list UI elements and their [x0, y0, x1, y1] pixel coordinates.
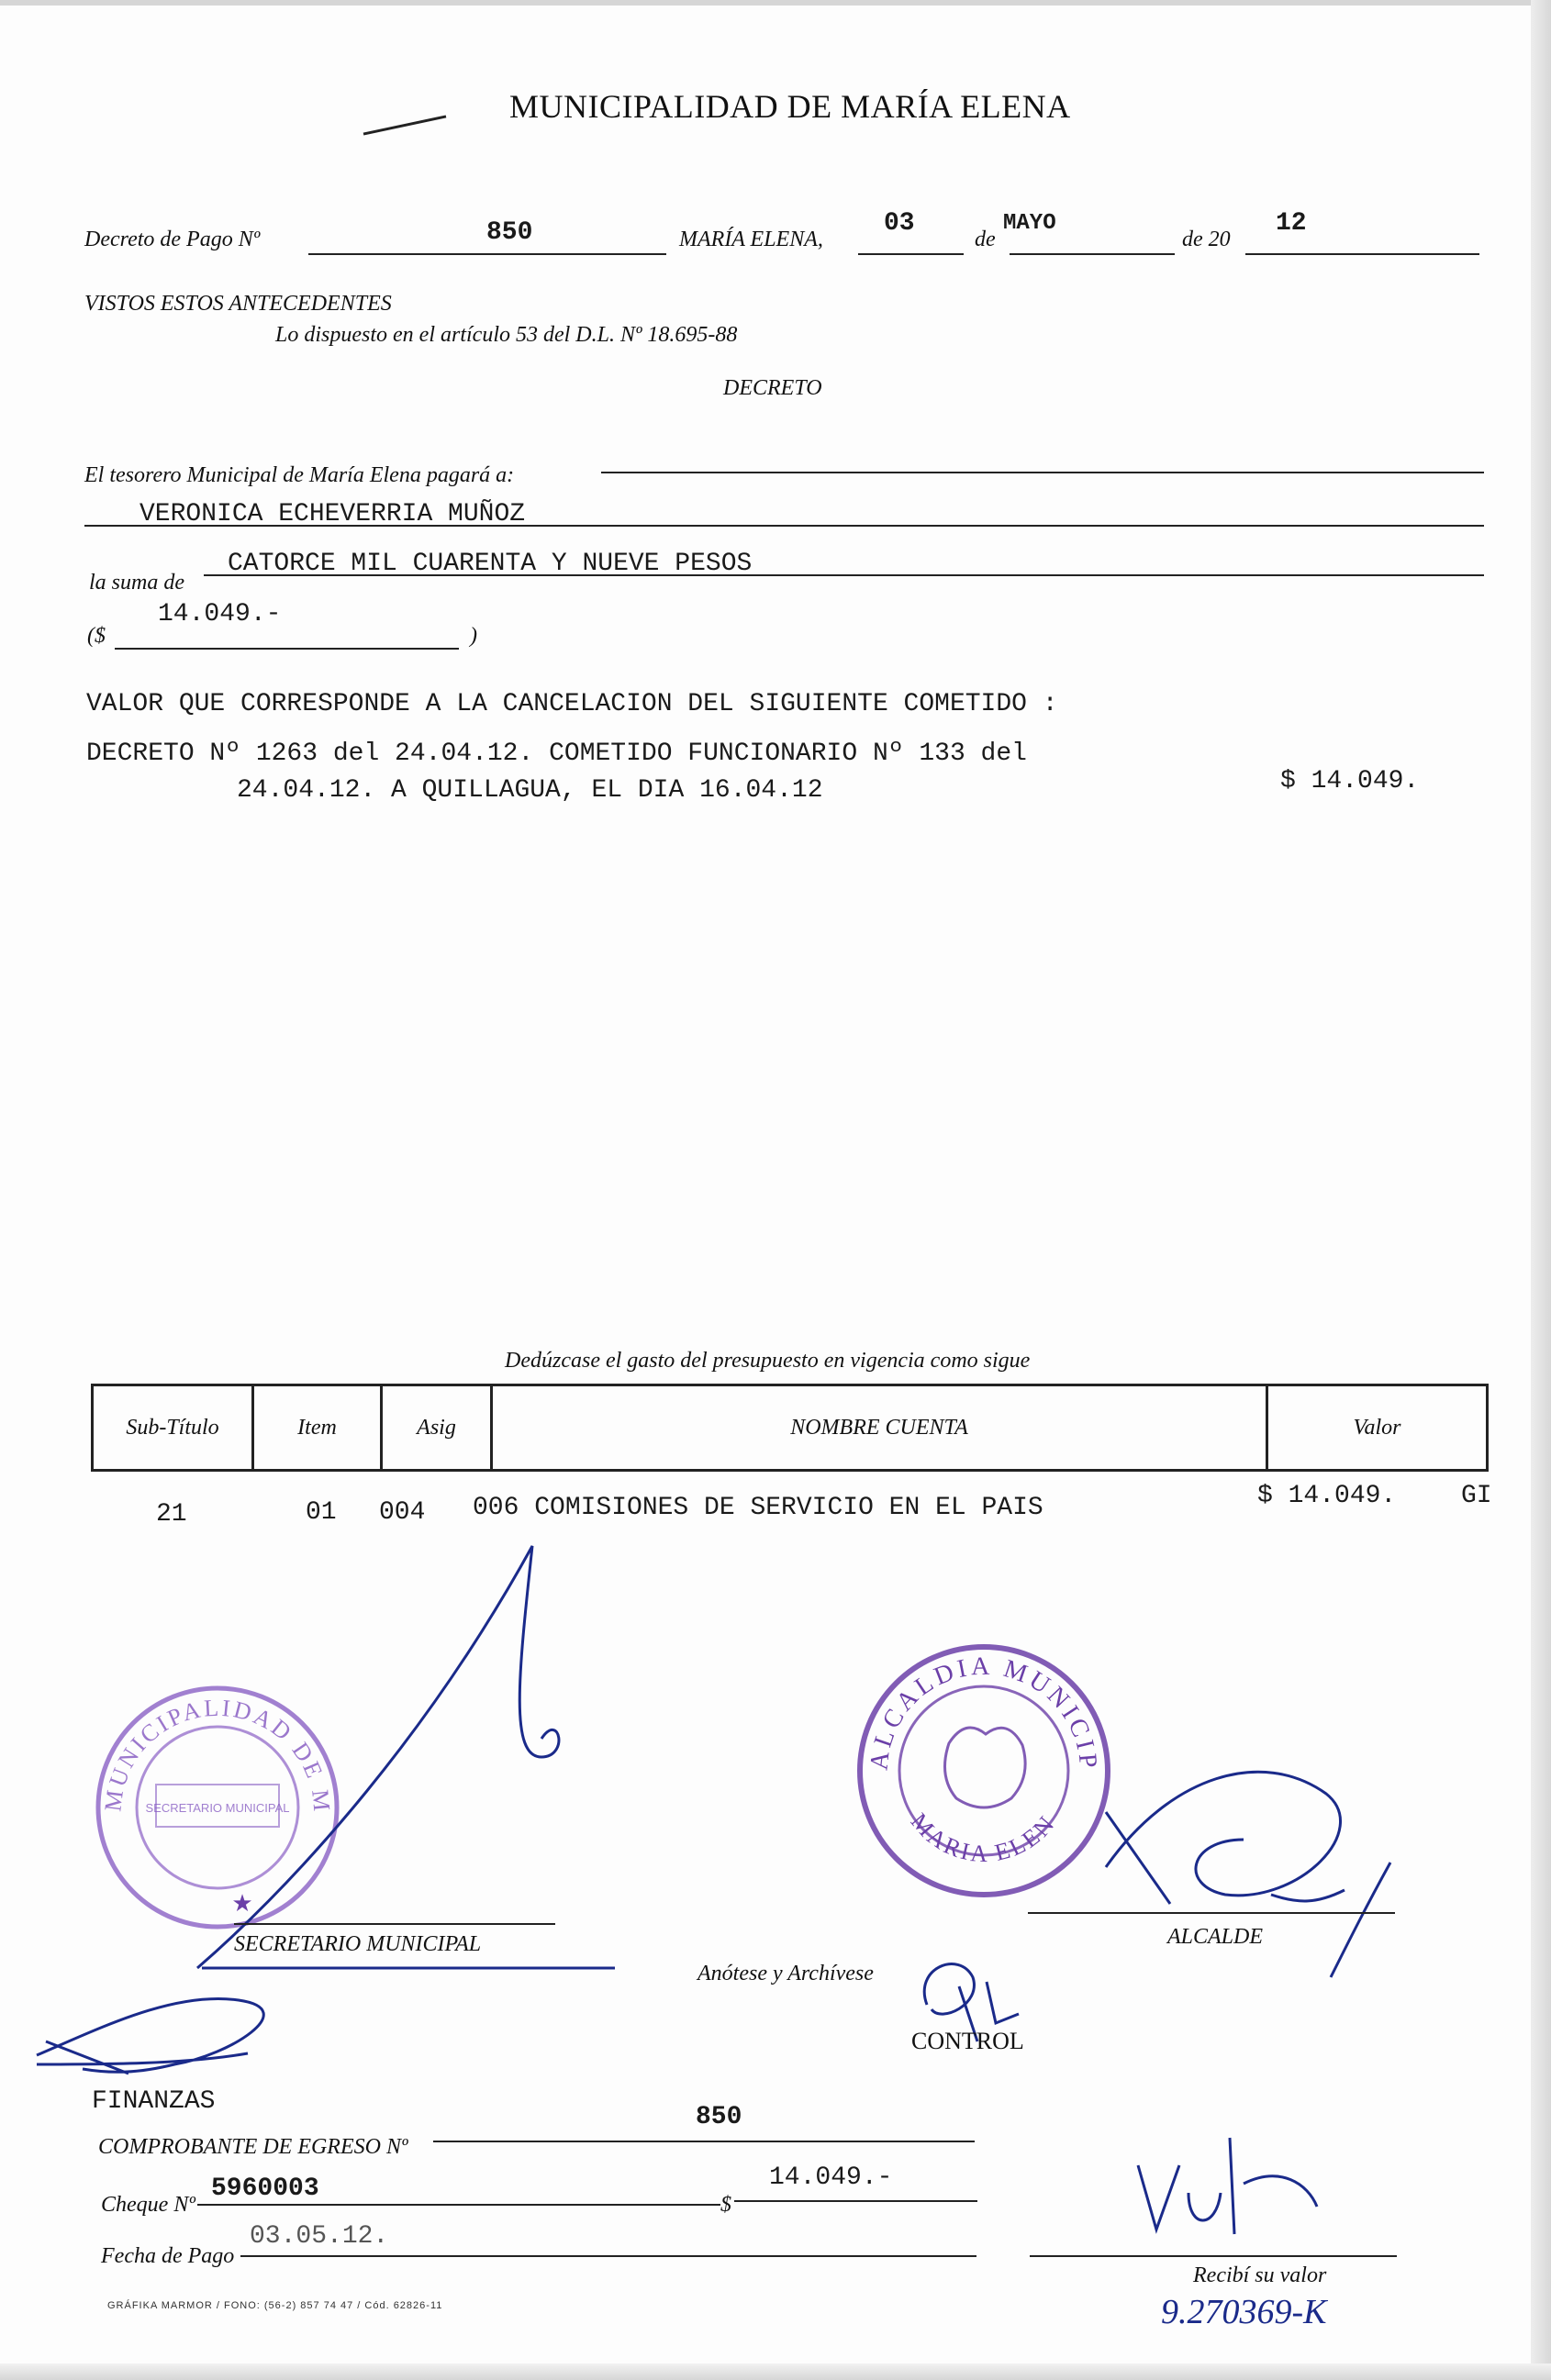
- cheque-amount-label: $: [720, 2193, 731, 2217]
- de-label: de: [975, 228, 996, 251]
- amount-close: ): [470, 624, 477, 648]
- secretary-label: SECRETARIO MUNICIPAL: [234, 1932, 482, 1956]
- stamp-left-center-text: SECRETARIO MUNICIPAL: [145, 1801, 290, 1815]
- page-top-edge: [0, 0, 1551, 6]
- budget-header-row: [93, 1385, 1488, 1471]
- stamp-right-top-text: ALCALDIA MUNICIP: [865, 1652, 1103, 1772]
- row-valor: $ 14.049.: [1257, 1482, 1397, 1510]
- decree-number: 850: [486, 218, 533, 247]
- row-asig: 004: [379, 1498, 426, 1527]
- receipt-signature: [1124, 2129, 1335, 2248]
- cheque-amount: 14.049.-: [769, 2163, 893, 2192]
- row-subtitulo: 21: [156, 1500, 187, 1529]
- decree-number-label: Decreto de Pago Nº: [84, 228, 261, 251]
- header-valor: Valor: [1267, 1385, 1488, 1471]
- comprobante-label: COMPROBANTE DE EGRESO Nº: [98, 2135, 408, 2159]
- page-right-edge: [1531, 0, 1551, 2380]
- concept-line-3: 24.04.12. A QUILLAGUA, EL DIA 16.04.12: [237, 776, 823, 805]
- stamp-star-icon: ★: [231, 1890, 253, 1917]
- cheque-line: [197, 2204, 720, 2206]
- finanzas-label: FINANZAS: [92, 2087, 216, 2116]
- fecha-pago: 03.05.12.: [250, 2222, 389, 2251]
- year-line: [1245, 253, 1479, 255]
- year-label: de 20: [1182, 228, 1231, 251]
- coat-of-arms-icon: [945, 1728, 1026, 1807]
- month-line: [1010, 253, 1175, 255]
- row-extra: GI: [1461, 1482, 1492, 1510]
- comprobante-line: [433, 2141, 975, 2142]
- alcalde-line: [1028, 1912, 1395, 1914]
- anotese-label: Anótese y Archívese: [697, 1962, 874, 1985]
- pay-to-line: [601, 472, 1484, 473]
- amount-open: ($: [87, 624, 106, 648]
- rut-handwritten: 9.270369-K: [1161, 2293, 1327, 2331]
- pay-to-label: El tesorero Municipal de María Elena pagará a:: [84, 463, 515, 487]
- stamp-left-ring-text: MUNICIPALIDAD DE M: [99, 1694, 336, 1816]
- sum-label: la suma de: [89, 571, 184, 595]
- decree-number-line: [308, 253, 666, 255]
- day-line: [858, 253, 964, 255]
- place-label: MARÍA ELENA,: [679, 228, 823, 251]
- amount-number: 14.049.-: [158, 600, 282, 628]
- secretary-signature: [193, 1537, 624, 1996]
- secretary-line: [234, 1923, 555, 1925]
- beneficiary-name: VERONICA ECHEVERRIA MUÑOZ: [139, 500, 526, 528]
- beneficiary-line: [84, 525, 1484, 527]
- sum-in-words: CATORCE MIL CUARENTA Y NUEVE PESOS: [228, 550, 753, 578]
- svg-text:ALCALDIA MUNICIPAL: [846, 1633, 1102, 1772]
- cheque-label: Cheque Nº: [101, 2193, 195, 2217]
- stamp-right-bottom-text: MARIA ELEN: [905, 1807, 1062, 1868]
- control-label: CONTROL: [911, 2028, 1024, 2054]
- page-title: MUNICIPALIDAD DE MARÍA ELENA: [509, 88, 1071, 125]
- decree-month: MAYO: [1003, 211, 1056, 236]
- decree-day: 03: [884, 209, 915, 238]
- row-cuenta: 006 COMISIONES DE SERVICIO EN EL PAIS: [473, 1494, 1043, 1522]
- concept-line-2: DECRETO Nº 1263 del 24.04.12. COMETIDO FUNCIONARIO Nº 133 del: [86, 740, 1027, 768]
- decree-year: 12: [1276, 209, 1307, 238]
- cheque-number: 5960003: [211, 2174, 319, 2203]
- fecha-line: [240, 2255, 976, 2257]
- alcalde-stamp: [846, 1633, 1121, 1908]
- alcalde-label: ALCALDE: [1167, 1925, 1264, 1949]
- concept-line-1: VALOR QUE CORRESPONDE A LA CANCELACION DEL SIGUIENTE COMETIDO :: [86, 690, 1058, 718]
- header-nombre-cuenta: NOMBRE CUENTA: [492, 1385, 1267, 1471]
- row-item: 01: [306, 1498, 337, 1527]
- cheque-amount-line: [734, 2200, 977, 2202]
- decreto-heading: DECRETO: [723, 376, 822, 400]
- header-item: Item: [253, 1385, 382, 1471]
- alcalde-signature: [1088, 1757, 1409, 1986]
- amount-line: [115, 648, 459, 650]
- printer-footer: GRÁFIKA MARMOR / FONO: (56-2) 857 74 47 / Cód. 62826-11: [107, 2300, 443, 2311]
- budget-table: [91, 1384, 1489, 1472]
- concept-amount: $ 14.049.: [1280, 767, 1420, 795]
- recibi-label: Recibí su valor: [1193, 2263, 1327, 2287]
- comprobante-number: 850: [696, 2103, 742, 2131]
- budget-title: Dedúzcase el gasto del presupuesto en vigencia como sigue: [505, 1349, 1031, 1373]
- header-asig: Asig: [382, 1385, 492, 1471]
- sum-line: [204, 574, 1484, 576]
- recibi-line: [1030, 2255, 1397, 2257]
- page-bottom-edge: [0, 2363, 1551, 2380]
- antecedentes-title: VISTOS ESTOS ANTECEDENTES: [84, 292, 392, 316]
- header-subtitulo: Sub-Título: [93, 1385, 253, 1471]
- antecedentes-text: Lo dispuesto en el artículo 53 del D.L. Nº 18.695-88: [275, 323, 738, 347]
- fecha-label: Fecha de Pago: [101, 2244, 235, 2268]
